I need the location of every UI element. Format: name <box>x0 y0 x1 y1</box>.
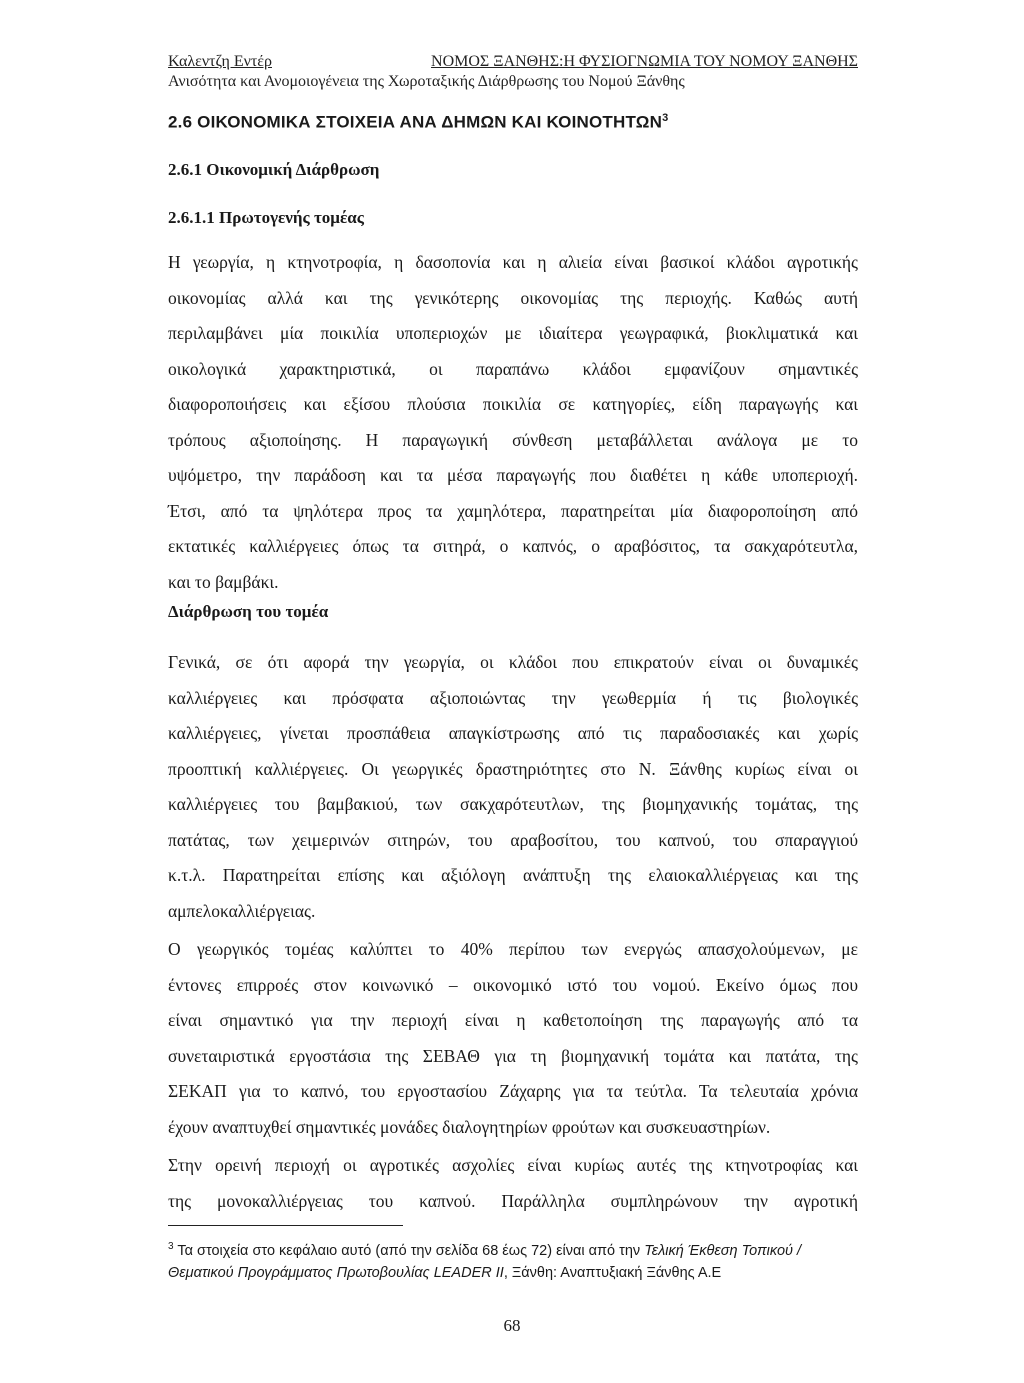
header-author: Καλεντζη Εντέρ <box>168 53 272 70</box>
text-line: Η γεωργία, η κτηνοτροφία, η δασοπονία και η αλιεία είναι βασικοί κλάδοι αγροτικής <box>168 252 858 272</box>
text-line: οικολογικά χαρακτηριστικά, οι παραπάνω κλάδοι εμφανίζουν σημαντικές <box>168 358 858 379</box>
text-line: υψόμετρο, την παράδοση και τα μέσα παραγωγής που διαθέτει η κάθε υποπεριοχή. <box>168 465 858 485</box>
text-line: συνεταιριστικά εργοστάσια της ΣΕΒΑΘ για τη βιομηχανική τομάτα και πατάτα, της <box>168 1045 858 1066</box>
text-line: είναι σημαντικό για την περιοχή είναι η καθετοποίηση της παραγωγής από τα <box>168 1010 858 1030</box>
text-line: ΣΕΚΑΠ για το καπνό, του εργοστασίου Ζάχαρης για τα τεύτλα. Τα τελευταία χρόνια <box>168 1081 858 1101</box>
text-line: καλλιέργειες και πρόσφατα αξιοποιώντας την γεωθερμία ή τις βιολογικές <box>168 687 858 708</box>
running-header <box>168 52 858 92</box>
header-title: ΝΟΜΟΣ ΞΑΝΘΗΣ:Η ΦΥΣΙΟΓΝΩΜΙΑ ΤΟΥ ΝΟΜΟΥ ΞΑΝΘΗΣ <box>431 53 858 70</box>
footnote-mark: 3 <box>168 1241 174 1252</box>
text-line: αμπελοκαλλιέργειας. <box>168 900 316 921</box>
text-line: Στην ορεινή περιοχή οι αγροτικές ασχολίες είναι κυρίως αυτές της κτηνοτροφίας και <box>168 1155 858 1175</box>
text-line: εκτατικές καλλιέργειες όπως τα σιτηρά, ο καπνός, ο αραβόσιτος, τα σακχαρότευτλα, <box>168 536 858 556</box>
page-number: 68 <box>503 1316 521 1335</box>
subheading: 2.6.1 Οικονομική Διάρθρωση <box>168 160 380 179</box>
text-line: έχουν αναπτυχθεί σημαντικές μονάδες διαλογητηρίων φρούτων και συσκευαστηρίων. <box>168 1116 771 1137</box>
text-line: της μονοκαλλιέργειας του καπνού. Παράλληλα συμπληρώνουν την αγροτική <box>168 1190 858 1211</box>
text-line: πατάτας, των χειμερινών σιτηρών, του αραβοσίτου, του καπνού, του σπαραγγιού <box>168 829 858 850</box>
footnote-citation: Τελική Έκθεση Τοπικού / <box>644 1242 802 1259</box>
text-line: έντονες επιρροές στον κοινωνικό – οικονομικό ιστό του νομού. Εκείνο όμως που <box>168 974 858 995</box>
footnote: $^3$ Τα στοιχεία στο κεφάλαιο αυτό (από την σελίδα 68 έως 72) είναι από την Τελική Έκθεση Τοπικού / Θεματικού Προγράμματος Πρωτοβουλίας LEADER II, Ξάνθη: Αναπτυξιακή Ξάνθης Α.Ε <box>168 1241 802 1281</box>
header-subtitle: Ανισότητα και Ανομοιογένεια της Χωροταξικής Διάρθρωσης του Νομού Ξάνθης <box>168 73 685 90</box>
text-line: τρόπους αξιοποίησης. Η παραγωγική σύνθεση μεταβάλλεται ανάλογα με το <box>168 429 858 450</box>
text-line: κ.τ.λ. Παρατηρείται επίσης και αξιόλογη ανάπτυξη της ελαιοκαλλιέργειας και της <box>168 865 858 885</box>
footnote-ref: 3 <box>662 112 669 124</box>
text-line: Ο γεωργικός τομέας καλύπτει το 40% περίπου των ενεργώς απασχολούμενων, με <box>168 939 858 959</box>
subsubheading: 2.6.1.1 Πρωτογενής τομέας <box>168 208 364 227</box>
text-line: Γενικά, σε ότι αφορά την γεωργία, οι κλάδοι που επικρατούν είναι οι δυναμικές <box>168 652 858 672</box>
footnote-divider <box>168 1225 403 1226</box>
section-heading: 2.6 ΟΙΚΟΝΟΜΙΚΑ ΣΤΟΙΧΕΙΑ ΑΝΑ ΔΗΜΩΝ ΚΑΙ ΚΟΙΝΟΤΗΤΩΝ$^3$ <box>168 112 669 132</box>
text-line: καλλιέργειες του βαμβακιού, των σακχαρότευτλων, της βιομηχανικής τομάτας, της <box>168 794 858 814</box>
structure-heading: Διάρθρωση του τομέα <box>168 602 329 621</box>
text-line: καλλιέργειες, γίνεται προσπάθεια απαγκίστρωσης από τις παραδοσιακές και χωρίς <box>168 723 858 743</box>
text-line: οικονομίας αλλά και της γενικότερης οικονομίας της περιοχής. Καθώς αυτή <box>168 287 858 308</box>
text-line: διαφοροποιήσεις και εξίσου πλούσια ποικιλία σε κατηγορίες, είδη παραγωγής και <box>168 394 858 414</box>
text-line: και το βαμβάκι. <box>168 571 279 592</box>
header-row <box>168 52 858 72</box>
footnote-citation-cont: Θεματικού Προγράμματος Πρωτοβουλίας LEADER II <box>168 1264 504 1281</box>
text-line: προοπτική καλλιέργειες. Οι γεωργικές δραστηριότητες στο Ν. Ξάνθης κυρίως είναι οι <box>168 758 858 779</box>
text-line: περιλαμβάνει μία ποικιλία υποπεριοχών με ιδιαίτερα γεωγραφικά, βιοκλιματικά και <box>168 323 858 343</box>
text-line: Έτσι, από τα ψηλότερα προς τα χαμηλότερα, παρατηρείται μία διαφοροποίηση από <box>168 500 858 521</box>
